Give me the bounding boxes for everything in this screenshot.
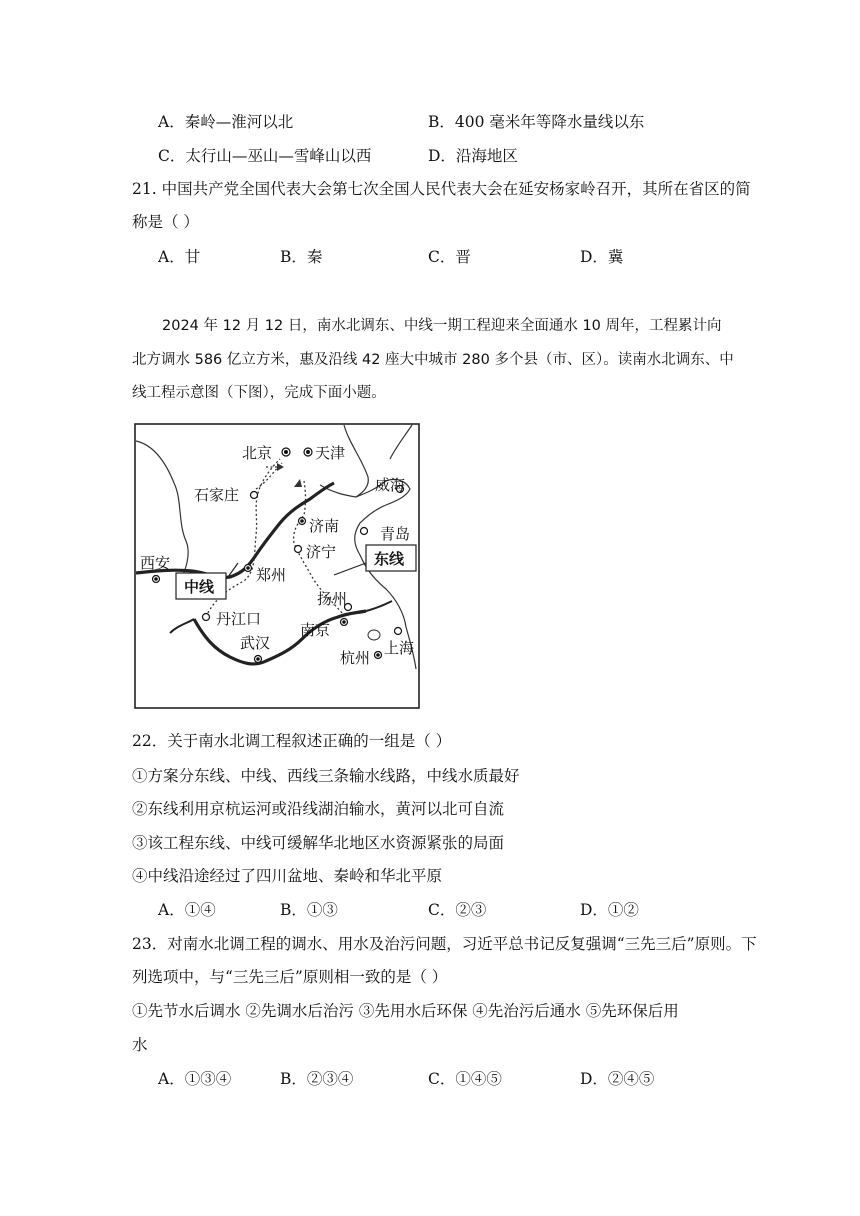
city-label-nanjing: 南京	[300, 621, 331, 639]
city-label-danjiangkou: 丹江口	[216, 610, 262, 628]
city-label-xian: 西安	[140, 554, 171, 572]
passage-line3: 线工程示意图（下图），完成下面小题。	[132, 385, 386, 401]
city-label-jinan: 济南	[309, 517, 340, 535]
q20-option-c: C．太行山—巫山—雪峰山以西	[158, 147, 372, 165]
q23-statements-line2: 水	[132, 1036, 148, 1054]
q23-option-d: D．②④⑤	[580, 1070, 655, 1088]
q23-option-b: B．②③④	[280, 1070, 354, 1088]
middle-route-label: 中线	[184, 578, 215, 596]
east-route-label: 东线	[374, 550, 405, 568]
q22-statement-2: ②东线利用京杭运河或沿线湖泊输水，黄河以北可自流	[132, 800, 505, 818]
south-north-water-diversion-map	[134, 423, 420, 709]
q21-option-a: A．甘	[158, 248, 201, 266]
city-label-tianjin: 天津	[315, 444, 346, 462]
q21-option-d: D．冀	[580, 248, 624, 266]
q23-stem-line1: 23．对南水北调工程的调水、用水及治污问题，习近平总书记反复强调“三先三后”原则。下	[132, 935, 757, 953]
passage-line1: 2024 年 12 月 12 日，南水北调东、中线一期工程迎来全面通水 10 周年，工程累计向	[162, 318, 722, 334]
q22-option-d: D．①②	[580, 901, 639, 919]
q20-option-a: A．秦岭—淮河以北	[158, 113, 294, 131]
q22-option-b: B．①③	[280, 901, 338, 919]
q23-stem-line2: 列选项中，与“三先三后”原则相一致的是（ ）	[132, 968, 448, 986]
q20-option-b: B．400 毫米年等降水量线以东	[428, 113, 645, 131]
q21-option-b: B．秦	[280, 248, 323, 266]
q22-statement-4: ④中线沿途经过了四川盆地、秦岭和华北平原	[132, 867, 443, 885]
q21-option-c: C．晋	[428, 248, 471, 266]
q22-statement-3: ③该工程东线、中线可缓解华北地区水资源紧张的局面	[132, 834, 505, 852]
city-label-wuhan: 武汉	[240, 634, 271, 652]
q22-option-c: C．②③	[428, 901, 487, 919]
city-label-shijiazhuang: 石家庄	[194, 486, 240, 504]
q22-stem: 22．关于南水北调工程叙述正确的一组是（ ）	[132, 732, 452, 750]
q20-option-d: D．沿海地区	[428, 147, 518, 165]
city-label-zhengzhou: 郑州	[256, 566, 287, 584]
city-label-yangzhou: 扬州	[317, 590, 348, 608]
city-label-jining: 济宁	[306, 543, 337, 561]
city-label-hangzhou: 杭州	[340, 649, 371, 667]
city-label-shanghai: 上海	[384, 639, 415, 657]
q21-stem-line2: 称是（ ）	[132, 213, 199, 231]
q23-option-c: C．①④⑤	[428, 1070, 502, 1088]
city-label-qingdao: 青岛	[380, 525, 411, 543]
q23-statements-line1: ①先节水后调水 ②先调水后治污 ③先用水后环保 ④先治污后通水 ⑤先环保后用	[132, 1002, 679, 1020]
q23-option-a: A．①③④	[158, 1070, 232, 1088]
q21-stem-line1: 21. 中国共产党全国代表大会第七次全国人民代表大会在延安杨家岭召开，其所在省区的简	[132, 180, 751, 198]
passage-line2: 北方调水 586 亿立方米，惠及沿线 42 座大中城市 280 多个县（市、区）。读南水北调东、中	[132, 352, 734, 368]
q22-statement-1: ①方案分东线、中线、西线三条输水线路，中线水质最好	[132, 767, 520, 785]
city-label-beijing: 北京	[242, 444, 273, 462]
city-label-weihai: 威海	[375, 476, 406, 494]
q22-option-a: A．①④	[158, 901, 216, 919]
